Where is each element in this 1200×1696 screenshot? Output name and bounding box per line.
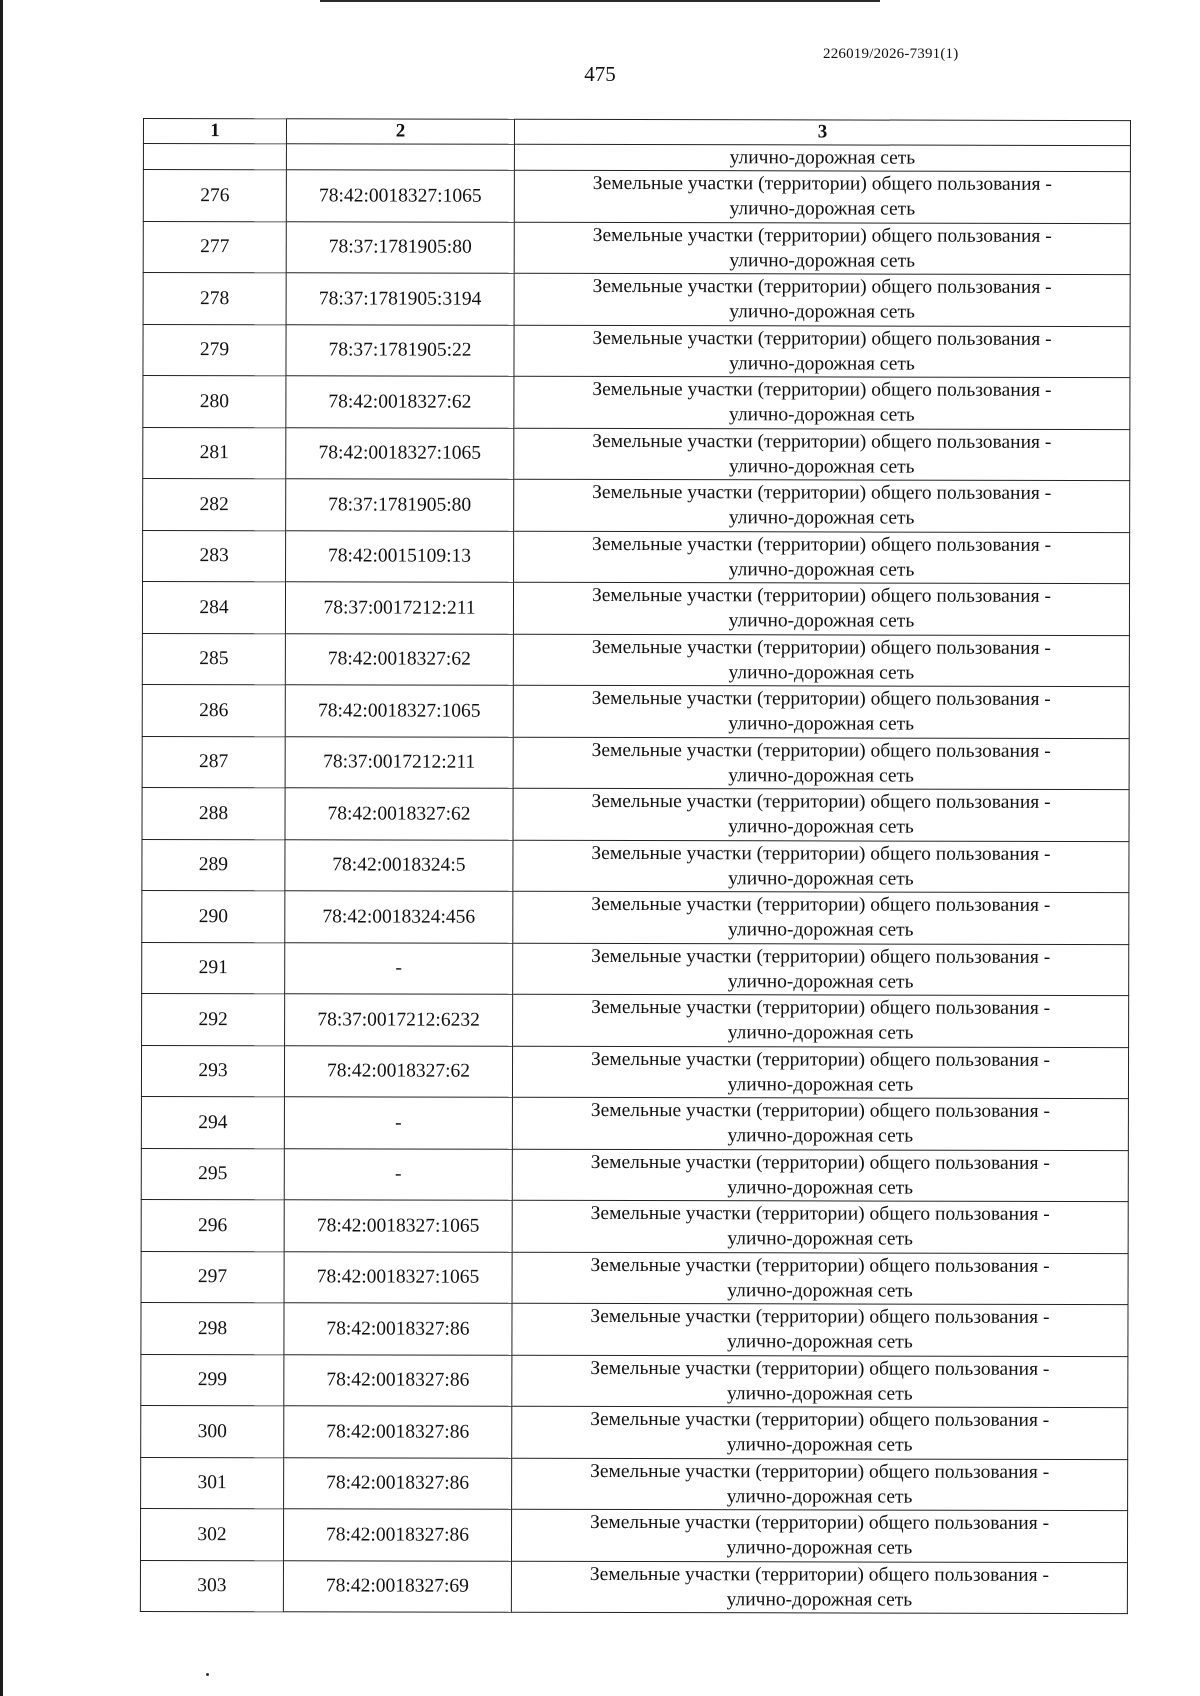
- cell-description: [512, 1406, 1128, 1459]
- table-row: [141, 1251, 1128, 1305]
- description-line-1: Земельные участки (территории) общего пользования -: [590, 1151, 1050, 1174]
- cell-description: [512, 1355, 1128, 1408]
- table-row: [143, 221, 1130, 275]
- cell-description: [514, 376, 1130, 429]
- cell-cadastral-number: 78:37:1781905:80: [286, 221, 514, 273]
- cell-description: [511, 1561, 1127, 1614]
- cell-cadastral-number: 78:42:0015109:13: [286, 530, 514, 582]
- cell-description: [513, 685, 1129, 738]
- cell-number: 288: [142, 787, 285, 839]
- description-line-1: Земельные участки (территории) общего пользования -: [591, 688, 1051, 711]
- cell-number: 303: [140, 1560, 283, 1612]
- description-line-2: улично-дорожная сеть: [728, 816, 914, 838]
- land-plots-table: [140, 118, 1131, 1614]
- cell-description: [512, 1303, 1128, 1356]
- description-line-2: улично-дорожная сеть: [726, 1537, 913, 1559]
- cell-number: 290: [142, 890, 285, 942]
- cell-cadastral-number: -: [284, 1148, 512, 1200]
- table-row: [141, 1148, 1128, 1202]
- description-line-2: улично-дорожная сеть: [727, 1073, 914, 1096]
- table-row: [142, 582, 1129, 636]
- description-line-1: Земельные участки (территории) общего пользования -: [590, 1048, 1051, 1071]
- description-line-2: улично-дорожная сеть: [726, 1382, 913, 1405]
- description-line-1: Земельные участки (территории) общего пользования -: [589, 1512, 1050, 1535]
- description-line-1: Земельные участки (территории) общего пользования -: [590, 1460, 1050, 1483]
- description-line-2: улично-дорожная сеть: [727, 1331, 913, 1353]
- scan-speck: [206, 1673, 209, 1676]
- description-line-2: улично-дорожная сеть: [728, 610, 915, 632]
- column-header-1: 1: [143, 119, 286, 144]
- cell-cadastral-number: 78:37:1781905:3194: [286, 273, 514, 325]
- document-number: 226019/2026-7391(1): [823, 46, 959, 62]
- cell-number: 297: [141, 1251, 284, 1303]
- table-row: [142, 942, 1129, 996]
- cell-description: [514, 325, 1130, 378]
- table-row: [141, 1354, 1128, 1408]
- scan-edge-top: [320, 0, 880, 2]
- description-line-2: улично-дорожная сеть: [727, 919, 914, 941]
- cell-number: 300: [141, 1405, 284, 1457]
- description-line-1: Земельные участки (территории) общего пользования -: [591, 997, 1051, 1020]
- cell-number: 301: [141, 1457, 284, 1509]
- cell-cadastral-number: 78:42:0018327:86: [284, 1457, 512, 1509]
- description-line-1: Земельные участки (территории) общего пользования -: [592, 173, 1052, 196]
- description-line-2: улично-дорожная сеть: [728, 455, 915, 478]
- description-line-1: Земельные участки (территории) общего пользования -: [590, 1100, 1050, 1123]
- description-line-2: улично-дорожная сеть: [729, 249, 916, 272]
- cell-description: [513, 994, 1129, 1047]
- cell-number: 278: [143, 273, 286, 325]
- cell-description: улично-дорожная сеть: [514, 144, 1130, 171]
- cell-description: [513, 737, 1129, 790]
- cell-description: [513, 788, 1129, 841]
- description-line-2: улично-дорожная сеть: [729, 352, 915, 375]
- description-line-2: улично-дорожная сеть: [729, 198, 916, 220]
- cell-number: 283: [143, 530, 286, 582]
- table-row: [142, 839, 1129, 893]
- description-line-1: Земельные участки (территории) общего пользования -: [590, 1409, 1050, 1432]
- description-line-1: Земельные участки (территории) общего пользования -: [592, 276, 1052, 299]
- cell-cadastral-number: 78:42:0018327:62: [285, 633, 513, 685]
- cell-number: 282: [143, 479, 286, 531]
- cell-description: [512, 1200, 1128, 1253]
- cell-cadastral-number: 78:37:1781905:80: [286, 479, 514, 531]
- cell-cadastral-number: 78:42:0018327:86: [284, 1354, 512, 1406]
- table-row: [143, 376, 1130, 430]
- table-header-row: [143, 119, 1130, 146]
- scan-edge-left: [0, 0, 3, 1696]
- description-line-2: улично-дорожная сеть: [729, 301, 915, 323]
- description-line-1: Земельные участки (территории) общего пользования -: [590, 1306, 1050, 1329]
- table-row: [141, 1096, 1128, 1150]
- table-row: [141, 1457, 1128, 1511]
- cell-number: 284: [142, 582, 285, 634]
- table-row: [143, 427, 1130, 481]
- description-line-2: улично-дорожная сеть: [726, 1485, 913, 1508]
- cell-number: 295: [141, 1148, 284, 1200]
- cell-description: [513, 891, 1129, 944]
- cell-number: 291: [142, 942, 285, 994]
- cell-number: 281: [143, 427, 286, 479]
- description-line-1: Земельные участки (территории) общего пользования -: [591, 894, 1051, 917]
- description-line-1: Земельные участки (территории) общего пользования -: [591, 842, 1051, 865]
- table-row: [143, 479, 1130, 533]
- cell-number: 279: [143, 324, 286, 376]
- cell-description: [513, 582, 1129, 635]
- cell-description: [512, 1458, 1128, 1511]
- description-line-2: улично-дорожная сеть: [728, 764, 914, 787]
- description-line-2: улично-дорожная сеть: [728, 661, 915, 684]
- description-line-1: Земельные участки (территории) общего пользования -: [591, 585, 1052, 608]
- description-line-2: улично-дорожная сеть: [727, 1228, 913, 1250]
- cell-cadastral-number: 78:42:0018327:86: [284, 1303, 512, 1355]
- description-line-2: улично-дорожная сеть: [727, 1022, 914, 1044]
- description-line-2: улично-дорожная сеть: [729, 404, 915, 426]
- cell-cadastral-number: 78:42:0018327:1065: [284, 1200, 512, 1252]
- cell-description: [512, 1097, 1128, 1150]
- table-row: [140, 1560, 1127, 1614]
- description-line-1: Земельные участки (территории) общего пользования -: [592, 224, 1052, 247]
- description-line-1: Земельные участки (территории) общего пользования -: [592, 533, 1052, 556]
- table-row: [143, 170, 1130, 224]
- table-row: [141, 1405, 1128, 1459]
- description-line-2: улично-дорожная сеть: [727, 1125, 914, 1147]
- cell-description: [512, 1046, 1128, 1099]
- page-number: 475: [584, 62, 616, 86]
- cell-cadastral-number: 78:42:0018327:1065: [284, 1251, 512, 1303]
- table-row: [141, 1302, 1128, 1356]
- table-row: [142, 890, 1129, 944]
- description-line-1: Земельные участки (территории) общего пользования -: [591, 945, 1051, 968]
- description-line-2: улично-дорожная сеть: [728, 713, 915, 735]
- table-row: [142, 993, 1129, 1047]
- cell-cadastral-number: 78:42:0018327:1065: [286, 170, 514, 222]
- description-line-1: Земельные участки (территории) общего пользования -: [591, 739, 1051, 762]
- description-line-2: улично-дорожная сеть: [728, 558, 915, 581]
- description-line-1: Земельные участки (территории) общего пользования -: [589, 1563, 1050, 1586]
- table-row: [142, 736, 1129, 790]
- cell-description: [514, 273, 1130, 326]
- cell-number: 289: [142, 839, 285, 891]
- cell-cadastral-number: 78:42:0018327:86: [283, 1509, 511, 1561]
- cell-number: 276: [143, 170, 286, 222]
- cell-cadastral-number: 78:42:0018327:69: [283, 1560, 511, 1612]
- cell-cadastral-number: 78:42:0018327:62: [286, 376, 514, 428]
- cell-description: [514, 222, 1130, 275]
- cell-description: [514, 428, 1130, 481]
- cell-number: 292: [142, 993, 285, 1045]
- description-line-1: Земельные участки (территории) общего пользования -: [590, 1357, 1050, 1380]
- cell-description: [513, 634, 1129, 687]
- cell-cadastral-number: 78:37:1781905:22: [286, 324, 514, 376]
- cell-cadastral-number: 78:42:0018327:86: [284, 1406, 512, 1458]
- table-row: [141, 1199, 1128, 1253]
- table-row: [142, 787, 1129, 841]
- description-line-1: Земельные участки (территории) общего пользования -: [590, 1203, 1050, 1226]
- cell-number: 293: [141, 1045, 284, 1097]
- cell-description: [512, 1149, 1128, 1202]
- column-header-2: 2: [286, 119, 514, 144]
- cell-number: 285: [142, 633, 285, 685]
- cell-description: [512, 1252, 1128, 1305]
- description-line-2: улично-дорожная сеть: [727, 1176, 914, 1199]
- cell-cadastral-number: -: [284, 1097, 512, 1149]
- cell-number: [143, 144, 286, 170]
- cell-cadastral-number: 78:42:0018327:1065: [285, 685, 513, 737]
- cell-description: [511, 1509, 1127, 1562]
- description-line-2: улично-дорожная сеть: [728, 507, 915, 529]
- table-row: [142, 633, 1129, 687]
- table-row: [143, 273, 1130, 327]
- table-row: [140, 1508, 1127, 1562]
- table-body: [140, 144, 1130, 1614]
- description-line-2: улично-дорожная сеть: [728, 867, 914, 890]
- cell-description: [513, 943, 1129, 996]
- cell-number: 296: [141, 1199, 284, 1251]
- column-header-3: 3: [514, 119, 1130, 145]
- description-line-2: улично-дорожная сеть: [727, 1279, 913, 1302]
- description-line-2: улично-дорожная сеть: [726, 1434, 913, 1456]
- continuation-row: [143, 144, 1130, 172]
- table-row: [143, 324, 1130, 378]
- cell-cadastral-number: 78:37:0017212:6232: [285, 994, 513, 1046]
- cell-cadastral-number: [286, 144, 514, 170]
- description-line-1: Земельные участки (территории) общего пользования -: [592, 327, 1052, 350]
- table-row: [143, 530, 1130, 584]
- cell-cadastral-number: 78:42:0018324:456: [285, 891, 513, 943]
- cell-cadastral-number: 78:42:0018324:5: [285, 839, 513, 891]
- description-line-1: Земельные участки (территории) общего пользования -: [590, 1254, 1050, 1277]
- cell-cadastral-number: 78:37:0017212:211: [285, 736, 513, 788]
- cell-number: 294: [141, 1096, 284, 1148]
- description-line-2: улично-дорожная сеть: [726, 1588, 913, 1611]
- cell-number: 287: [142, 736, 285, 788]
- cell-description: [514, 170, 1130, 223]
- description-line-1: Земельные участки (территории) общего пользования -: [592, 482, 1052, 505]
- description-line-1: Земельные участки (территории) общего пользования -: [592, 379, 1052, 402]
- description-line-2: улично-дорожная сеть: [727, 970, 914, 993]
- cell-number: 286: [142, 684, 285, 736]
- cell-cadastral-number: 78:42:0018327:62: [284, 1045, 512, 1097]
- table-row: [141, 1045, 1128, 1099]
- cell-cadastral-number: -: [285, 942, 513, 994]
- cell-cadastral-number: 78:37:0017212:211: [285, 582, 513, 634]
- cell-number: 277: [143, 221, 286, 273]
- cell-description: [513, 840, 1129, 893]
- cell-number: 299: [141, 1354, 284, 1406]
- cell-cadastral-number: 78:42:0018327:62: [285, 788, 513, 840]
- cell-number: 302: [140, 1508, 283, 1560]
- cell-number: 280: [143, 376, 286, 428]
- cell-cadastral-number: 78:42:0018327:1065: [286, 427, 514, 479]
- cell-description: [514, 479, 1130, 532]
- cell-description: [514, 531, 1130, 584]
- description-line-1: Земельные участки (территории) общего пользования -: [591, 791, 1051, 814]
- description-line-1: Земельные участки (территории) общего пользования -: [592, 430, 1052, 453]
- table-row: [142, 684, 1129, 738]
- description-line-1: Земельные участки (территории) общего пользования -: [591, 636, 1051, 659]
- cell-number: 298: [141, 1302, 284, 1354]
